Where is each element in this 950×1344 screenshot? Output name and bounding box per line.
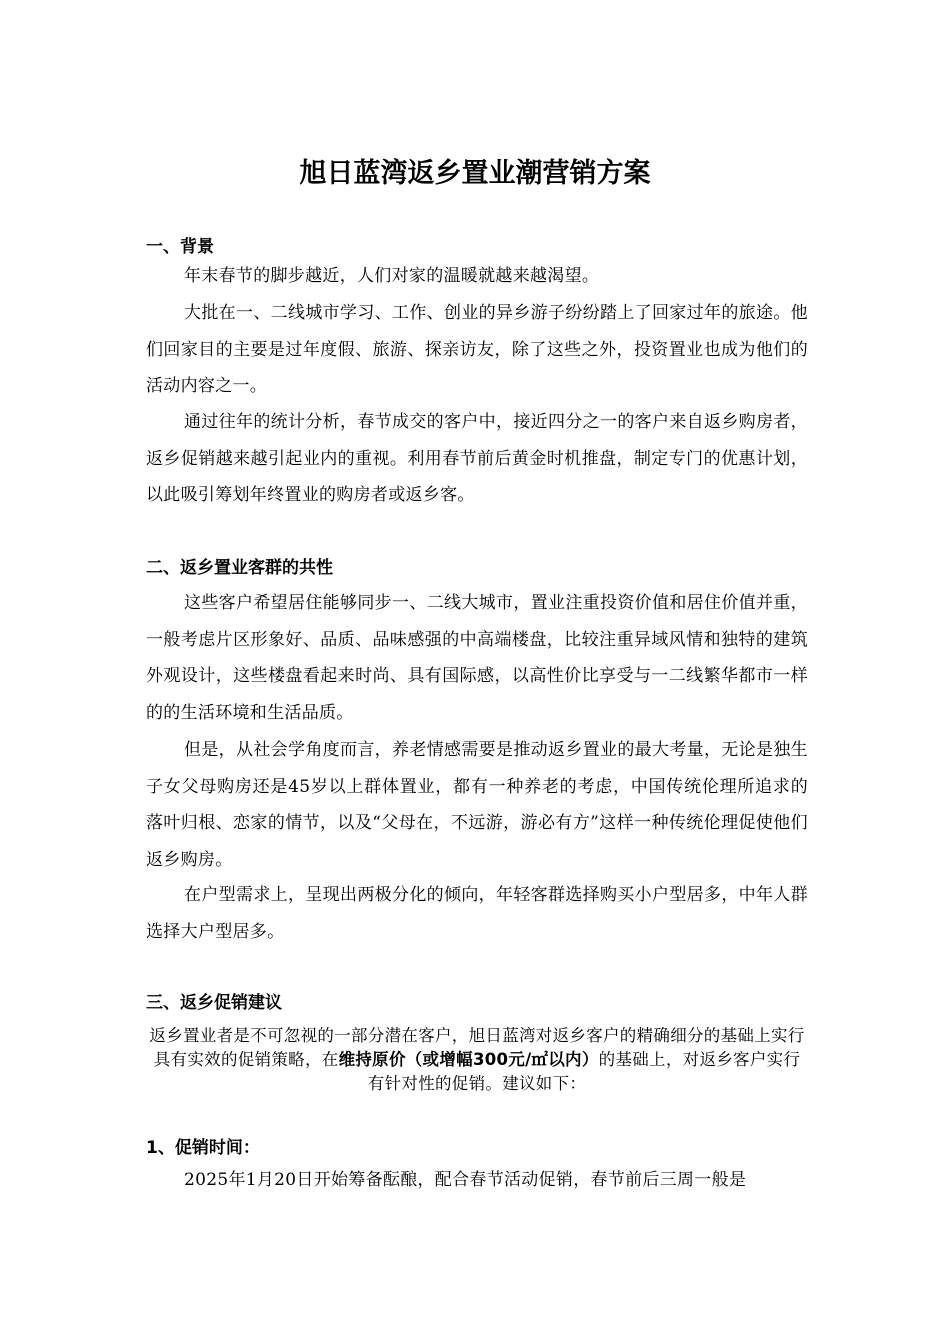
paragraph: 2025年1月20日开始筹备酝酿，配合春节活动促销，春节前后三周一般是 xyxy=(184,1170,747,1190)
paragraph: 在户型需求上，呈现出两极分化的倾向，年轻客群选择购买小户型居多，中年人群选择大户型居多。 xyxy=(146,885,808,942)
section-heading-common-traits: 二、返乡置业客群的共性 xyxy=(146,558,333,578)
paragraph: 这些客户希望居住能够同步一、二线大城市，置业注重投资价值和居住价值并重，一般考虑片区形象好、品质、品味感强的中高端楼盘，比较注重异域风情和独特的建筑外观设计，这些楼盘看起来时尚、具有国际感，以高性价比享受与一二线繁华都市一样的的生活环境和生活品质。 xyxy=(146,593,808,723)
intro-text-end: 的基础上，对返乡客户实行有针对性的促销。建议如下： xyxy=(367,1050,801,1093)
paragraph: 但是，从社会学角度而言，养老情感需要是推动返乡置业的最大考量，无论是独生子女父母购房还是45岁以上群体置业，都有一种养老的考虑，中国传统伦理所追求的落叶归根、恋家的情节，以及“父母在，不远游，游必有方”这样一种传统伦理促使他们返乡购房。 xyxy=(146,740,808,870)
paragraph: 通过往年的统计分析，春节成交的客户中，接近四分之一的客户来自返乡购房者，返乡促销越来越引起业内的重视。利用春节前后黄金时机推盘，制定专门的优惠计划，以此吸引筹划年终置业的购房者或返乡客。 xyxy=(146,412,808,505)
paragraph: 大批在一、二线城市学习、工作、创业的异乡游子纷纷踏上了回家过年的旅途。他们回家目的主要是过年度假、旅游、探亲访友，除了这些之外，投资置业也成为他们的活动内容之一。 xyxy=(146,303,808,396)
section-heading-background: 一、背景 xyxy=(146,237,214,257)
paragraph: 年末春节的脚步越近，人们对家的温暖就越来越渴望。 xyxy=(184,266,600,286)
price-condition-emphasis: 维持原价（或增幅300元/㎡以内） xyxy=(338,1050,599,1069)
document-title: 旭日蓝湾返乡置业潮营销方案 xyxy=(299,158,651,189)
subsection-heading-promotion-time: 1、促销时间： xyxy=(146,1138,260,1158)
paragraph-promotion-intro xyxy=(146,1024,808,1096)
intro-text: 返乡置业者是不可忽视的一部分潜在客户，旭日蓝湾对返乡客户的精确细分的基础上实行具有实效的促销策略，在 xyxy=(149,1026,805,1069)
section-heading-promotion-suggestions: 三、返乡促销建议 xyxy=(146,993,282,1013)
